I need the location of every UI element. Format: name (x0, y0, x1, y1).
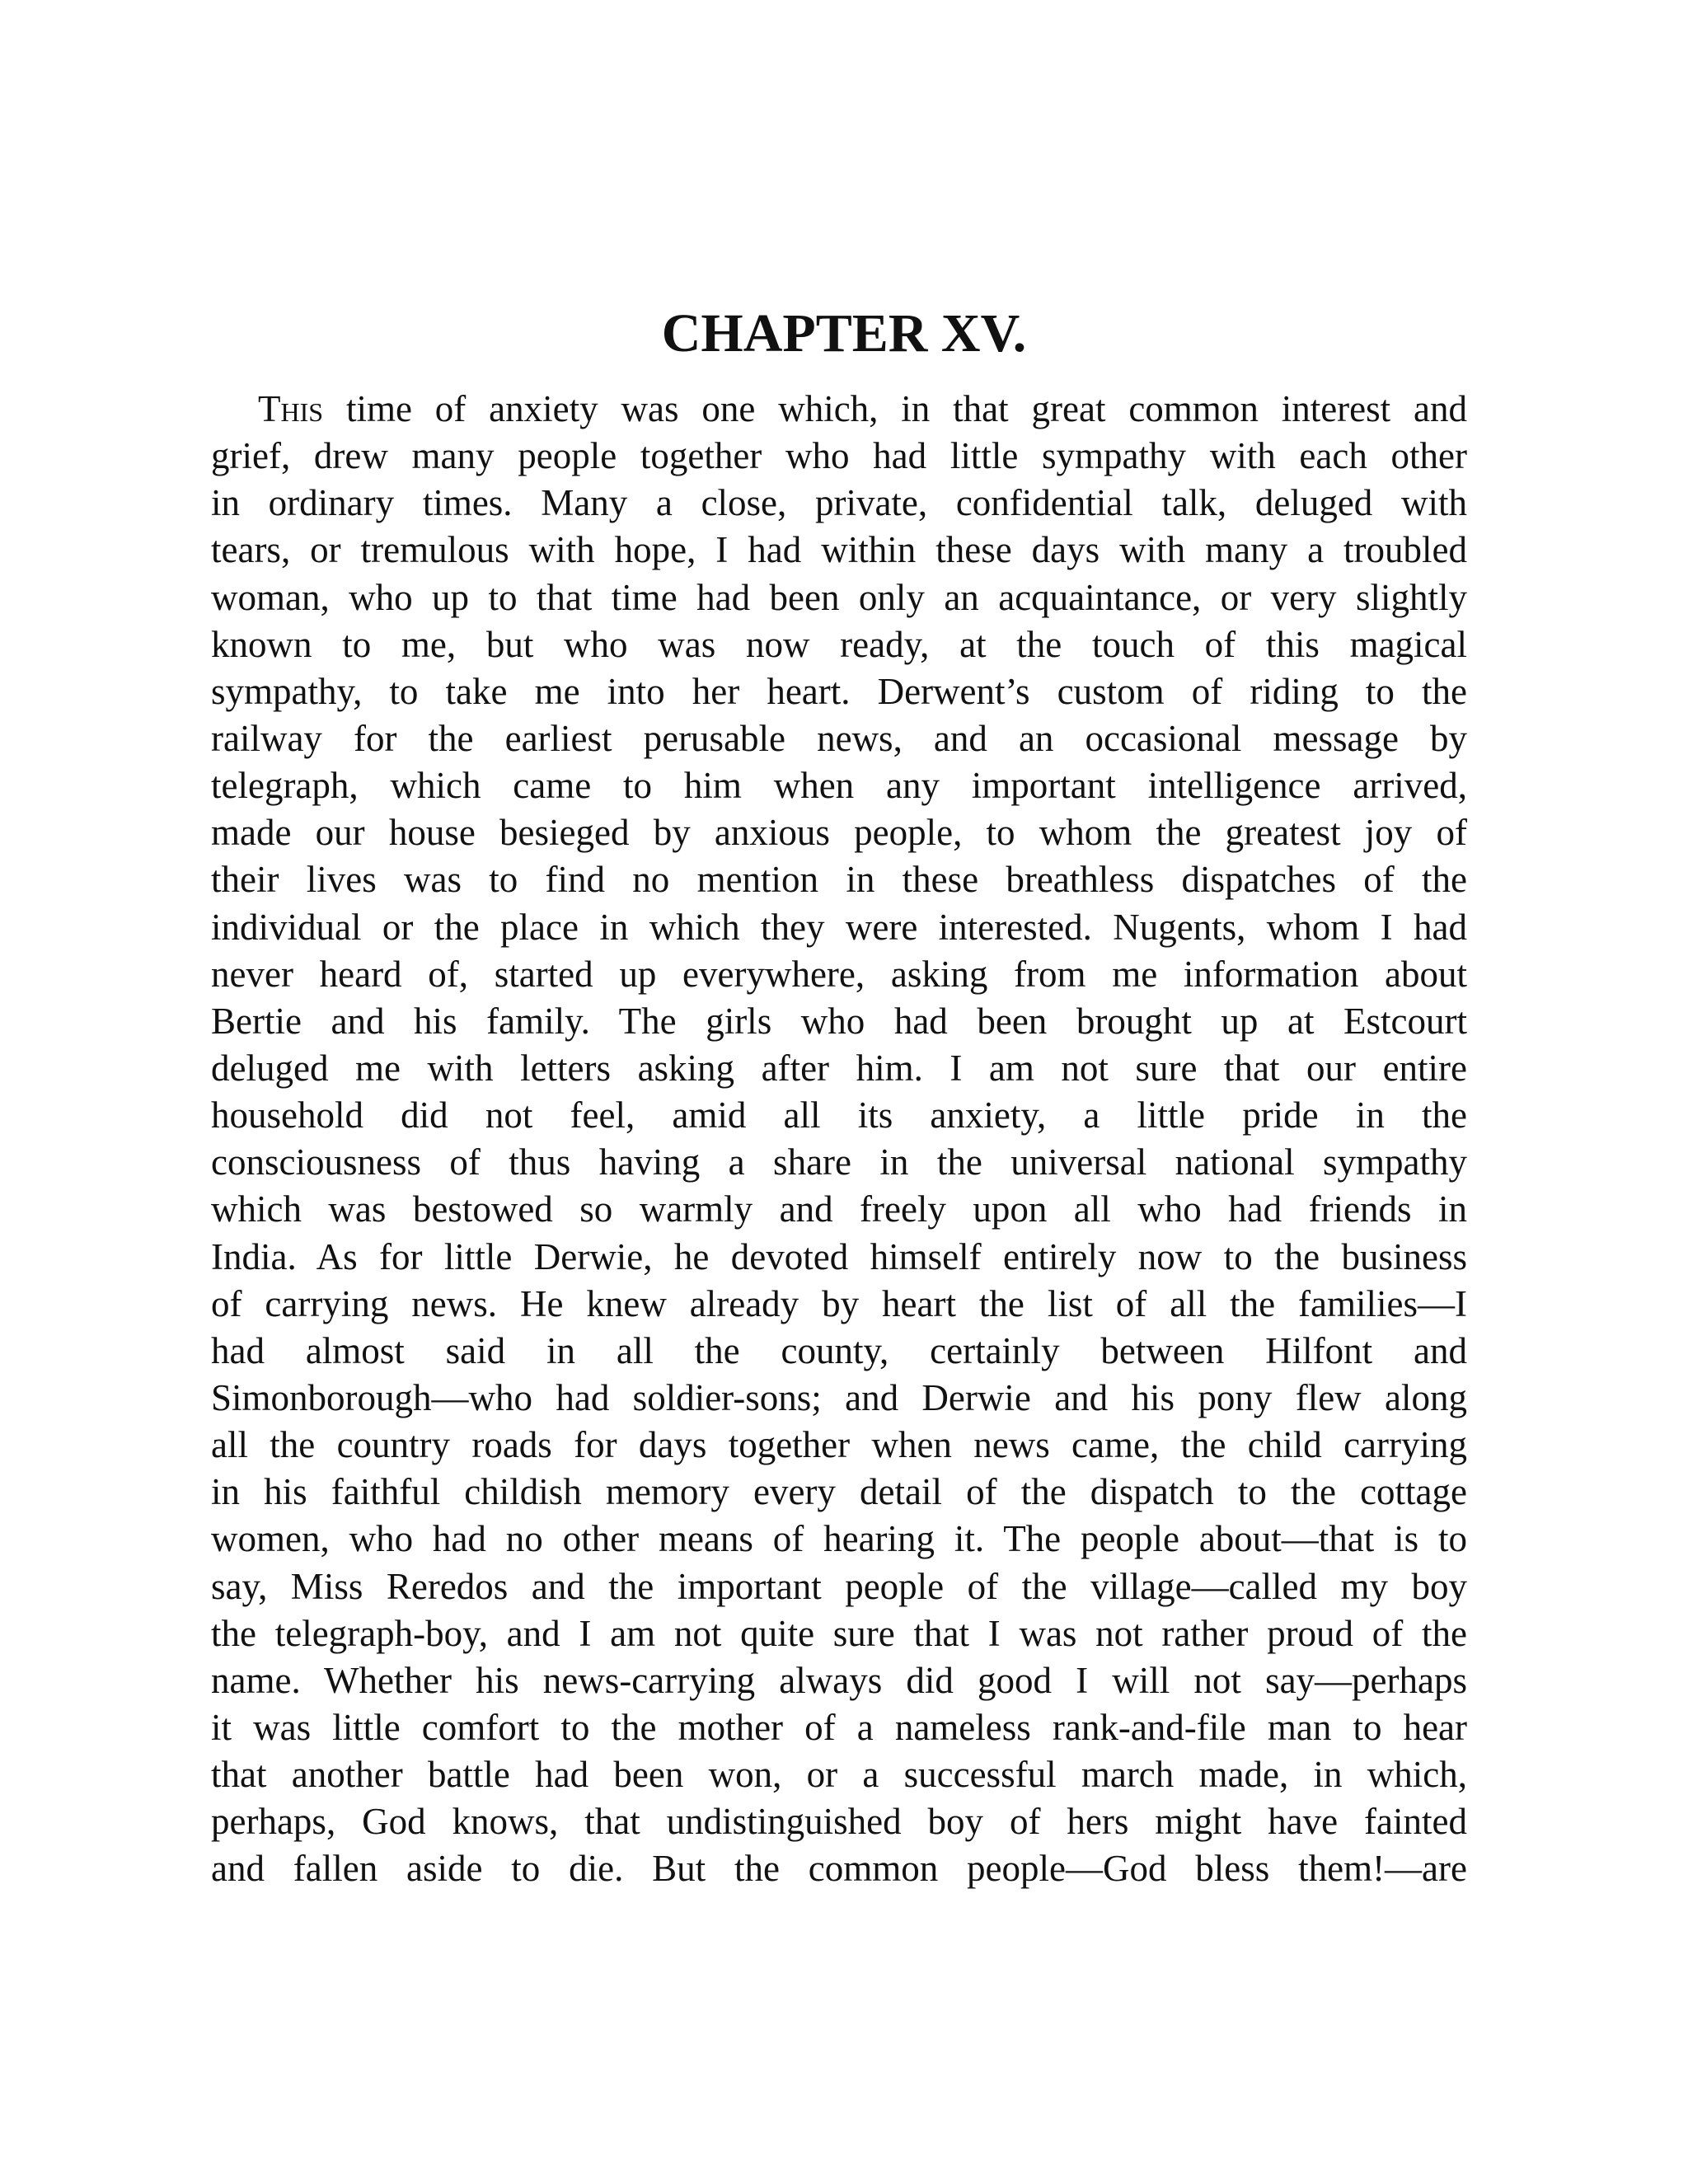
text-line-22: Simonborough—who had soldier-sons; and Derwie and his pony flew along (211, 1376, 1467, 1418)
text-line-25: women, who had no other means of hearing it. The people about—that is to (211, 1518, 1467, 1560)
text-line-29: it was little comfort to the mother of a nameless rank-and-file man to hear (211, 1706, 1467, 1748)
text-line-17: consciousness of thus having a share in the universal national sympathy (211, 1141, 1467, 1183)
text-line-27: the telegraph-boy, and I am not quite sure that I was not rather proud of the (211, 1612, 1467, 1654)
text-line-19: India. As for little Derwie, he devoted himself entirely now to the business (211, 1235, 1467, 1277)
text-line-1-rest: time of anxiety was one which, in that great common interest and (323, 388, 1467, 429)
text-line-3: in ordinary times. Many a close, private, confidential talk, deluged with (211, 482, 1467, 524)
text-line-8: railway for the earliest perusable news, and an occasional message by (211, 717, 1467, 759)
text-line-14: Bertie and his family. The girls who had been brought up at Estcourt (211, 1000, 1467, 1042)
text-line-28: name. Whether his news-carrying always did good I will not say—perhaps (211, 1659, 1467, 1701)
text-line-24: in his faithful childish memory every detail of the dispatch to the cottage (211, 1471, 1467, 1513)
text-line-30: that another battle had been won, or a successful march made, in which, (211, 1754, 1467, 1796)
text-line-4: tears, or tremulous with hope, I had within these days with many a troubled (211, 529, 1467, 571)
text-line-18: which was bestowed so warmly and freely upon all who had friends in (211, 1188, 1467, 1230)
text-line-9: telegraph, which came to him when any important intelligence arrived, (211, 765, 1467, 807)
text-line-10: made our house besieged by anxious people, to whom the greatest joy of (211, 812, 1467, 854)
text-line-6: known to me, but who was now ready, at the touch of this magical (211, 623, 1467, 665)
text-line-26: say, Miss Reredos and the important people of the village—called my boy (211, 1565, 1467, 1607)
text-line-5: woman, who up to that time had been only an acquaintance, or very slightly (211, 576, 1467, 618)
text-line-20: of carrying news. He knew already by heart the list of all the families—I (211, 1282, 1467, 1324)
lead-word-small-caps: This (258, 388, 324, 429)
chapter-body-paragraph (211, 386, 1467, 1893)
text-line-23: all the country roads for days together when news came, the child carrying (211, 1424, 1467, 1466)
text-line-7: sympathy, to take me into her heart. Derwent’s custom of riding to the (211, 670, 1467, 712)
text-line-21: had almost said in all the county, certainly between Hilfont and (211, 1329, 1467, 1371)
text-line-2: grief, drew many people together who had little sympathy with each other (211, 435, 1467, 477)
text-line-12: individual or the place in which they were interested. Nugents, whom I had (211, 906, 1467, 948)
text-line-31: perhaps, God knows, that undistinguished boy of hers might have fainted (211, 1801, 1467, 1843)
text-line-15: deluged me with letters asking after him. I am not sure that our entire (211, 1047, 1467, 1089)
chapter-title: CHAPTER XV. (661, 303, 1027, 363)
text-line-32: and fallen aside to die. But the common people—God bless them!—are (211, 1848, 1467, 1890)
text-line-16: household did not feel, amid all its anxiety, a little pride in the (211, 1094, 1467, 1137)
text-line-13: never heard of, started up everywhere, asking from me information about (211, 953, 1467, 995)
text-line-11: their lives was to find no mention in these breathless dispatches of the (211, 859, 1467, 901)
text-line-1 (211, 386, 1467, 433)
